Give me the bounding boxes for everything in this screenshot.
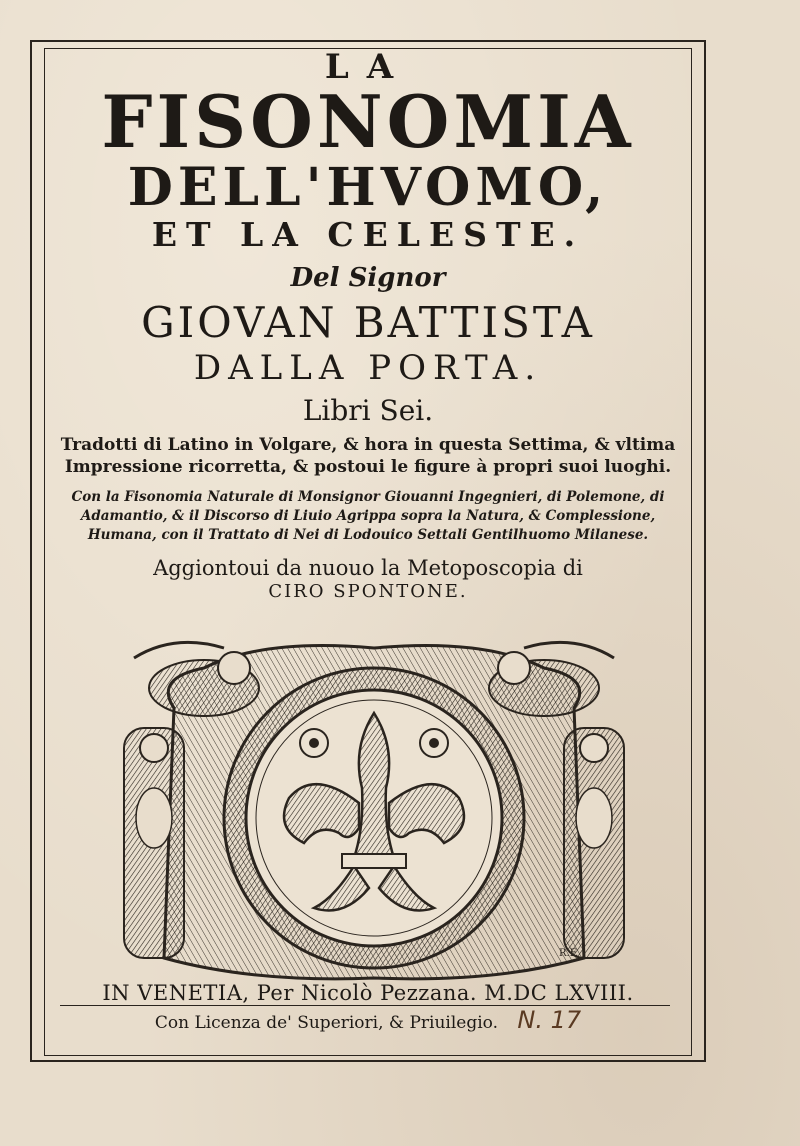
imprint-rule bbox=[60, 1005, 670, 1006]
author-line-2: DALLA PORTA. bbox=[193, 348, 543, 388]
woodcut-initials: R.F. bbox=[559, 948, 579, 959]
author-line-1: GIOVAN BATTISTA bbox=[141, 298, 595, 347]
caryatid-icon-right bbox=[564, 728, 624, 958]
description-line-1: Tradotti di Latino in Volgare, & hora in questa Settima, & vltima bbox=[60, 435, 676, 455]
title-content bbox=[44, 48, 692, 1056]
extra-line-3: Humana, con il Trattato di Nei di Lodouico Settali Gentilhuomo Milanese. bbox=[87, 527, 649, 543]
extra-line-1: Con la Fisonomia Naturale di Monsignor Giouanni Ingegnieri, di Polemone, di bbox=[71, 489, 665, 505]
title-la: LA bbox=[324, 47, 412, 87]
title-celeste: ET LA CELESTE. bbox=[151, 215, 585, 254]
cherub-icon-right bbox=[489, 642, 614, 716]
manuscript-note: N. 17 bbox=[517, 1006, 582, 1034]
added-line-1: Aggiontoui da nuouo la Metoposcopia di bbox=[153, 556, 583, 580]
title-dellhuomo: DELL'HVOMO, bbox=[127, 157, 609, 218]
license-text: Con Licenza de' Superiori, & Priuilegio. bbox=[154, 1013, 498, 1033]
cherub-icon-left bbox=[134, 642, 259, 716]
libri-sei: Libri Sei. bbox=[302, 394, 434, 427]
license-line bbox=[44, 1008, 692, 1035]
title-fisonomia: FISONOMIA bbox=[101, 79, 635, 164]
fleur-de-lis-woodcut-icon bbox=[114, 628, 634, 988]
imprint-line: IN VENETIA, Per Nicolò Pezzana. M.DC LXVIII. bbox=[102, 981, 634, 1005]
del-signor: Del Signor bbox=[290, 263, 446, 293]
caryatid-icon-left bbox=[124, 728, 184, 958]
added-line-2: CIRO SPONTONE. bbox=[268, 581, 468, 602]
extra-line-2: Adamantio, & il Discorso di Liuio Agrippa sopra la Natura, & Complessione, bbox=[80, 508, 656, 524]
description-line-2: Impressione ricorretta, & postoui le figure à propri suoi luoghi. bbox=[64, 457, 672, 477]
